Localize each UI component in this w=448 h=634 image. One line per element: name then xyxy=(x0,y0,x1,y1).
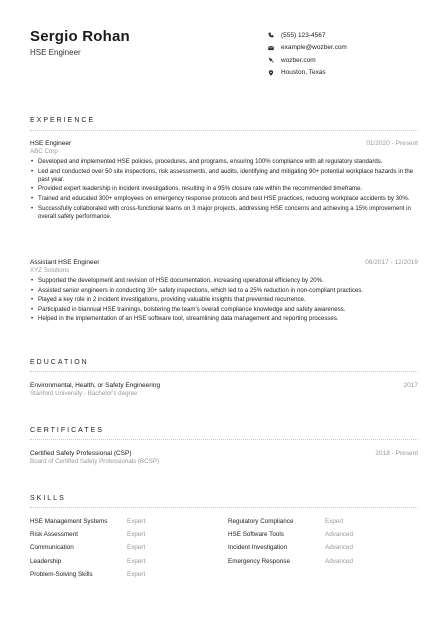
experience-company: ABC Corp xyxy=(30,148,58,155)
section-divider xyxy=(30,439,418,440)
phone-icon xyxy=(268,32,281,38)
certificate-name: Certified Safety Professional (CSP) xyxy=(30,450,132,457)
candidate-name: Sergio Rohan xyxy=(30,28,130,45)
skill-name: Communication xyxy=(30,544,74,552)
experience-bullets xyxy=(30,158,418,221)
section-title-education: EDUCATION xyxy=(30,359,89,366)
skill-level: Advanced xyxy=(325,531,354,539)
link-icon xyxy=(268,57,281,63)
contact-phone xyxy=(268,29,347,42)
section-divider xyxy=(30,507,418,508)
bullet-item: • Helped in the implementation of an HSE software tool, streamlining data management and reporting processes. xyxy=(30,315,418,323)
skill-level: Expert xyxy=(127,544,146,552)
certificate-dates: 2018 - Present xyxy=(375,450,418,457)
education-entry xyxy=(30,382,418,397)
bullet-item: • Developed and implemented HSE policies, procedures, and programs, ensuring 100% compliance with all regulatory standards. xyxy=(30,158,418,166)
email-icon xyxy=(268,45,281,51)
section-divider xyxy=(30,371,418,372)
website-text[interactable]: wozber.com xyxy=(281,56,316,64)
job-title: HSE Engineer xyxy=(30,48,81,57)
phone-text: (555) 123-4567 xyxy=(281,31,326,39)
education-school: Stanford University - Bachelor's degree xyxy=(30,390,138,397)
contact-email xyxy=(268,42,347,55)
section-divider xyxy=(30,130,418,131)
certificate-entry xyxy=(30,450,418,465)
experience-role: Assistant HSE Engineer xyxy=(30,259,100,266)
location-pin-icon xyxy=(268,70,281,76)
skill-name: Risk Assessment xyxy=(30,531,78,539)
skill-level: Expert xyxy=(127,557,146,565)
skill-name: Leadership xyxy=(30,557,62,565)
contact-list xyxy=(268,29,347,79)
skill-level: Advanced xyxy=(325,544,354,552)
skill-name: HSE Management Systems xyxy=(30,518,108,525)
certificate-issuer: Board of Certified Safety Professionals (BCSP) xyxy=(30,458,159,465)
skill-name: Regulatory Compliance xyxy=(228,518,294,525)
education-degree: Environmental, Health, or Safety Engineering xyxy=(30,382,161,389)
bullet-item: • Played a key role in 2 incident investigations, providing valuable insights that prevented recurrence. xyxy=(30,296,418,304)
education-year: 2017 xyxy=(403,382,418,389)
experience-bullets xyxy=(30,277,418,324)
section-title-experience: EXPERIENCE xyxy=(30,117,96,124)
contact-location xyxy=(268,67,347,80)
skill-level: Advanced xyxy=(325,557,354,565)
skill-name: Emergency Response xyxy=(228,557,290,565)
section-title-skills: SKILLS xyxy=(30,495,66,502)
bullet-item: • Provided expert leadership in incident investigations, resulting in a 95% closure rate within the recommended timeframe. xyxy=(30,185,418,193)
skill-name: Problem-Solving Skills xyxy=(30,570,93,578)
experience-company: XYZ Solutions xyxy=(30,267,70,274)
contact-website xyxy=(268,54,347,67)
skill-level: Expert xyxy=(127,531,146,539)
location-text: Houston, Texas xyxy=(281,69,326,77)
experience-entry xyxy=(30,259,418,325)
skill-level: Expert xyxy=(325,518,344,525)
bullet-item: • Participated in biannual HSE trainings, bolstering the team's overall compliance knowledge and safety awareness. xyxy=(30,306,418,314)
section-title-certificates: CERTIFICATES xyxy=(30,427,104,434)
email-text[interactable]: example@wozber.com xyxy=(281,44,347,52)
experience-dates: 01/2020 - Present xyxy=(366,140,418,147)
bullet-item: • Led and conducted over 50 site inspections, risk assessments, and audits, identifying and mitigating 90+ potential workplace hazards in the past year. xyxy=(30,168,418,184)
experience-role: HSE Engineer xyxy=(30,140,72,147)
skill-level: Expert xyxy=(127,518,146,525)
skill-level: Expert xyxy=(127,570,146,578)
bullet-item: • Assisted senior engineers in conducting 30+ safety inspections, which led to a 25% reduction in non-compliant practices. xyxy=(30,287,418,295)
bullet-item: • Trained and educated 300+ employees on emergency response protocols and best HSE practices, reducing workplace accidents by 30%. xyxy=(30,195,418,203)
experience-dates: 06/2017 - 12/2019 xyxy=(365,259,418,266)
skill-name: HSE Software Tools xyxy=(228,531,284,539)
experience-entry xyxy=(30,140,418,222)
bullet-item: • Successfully collaborated with cross-functional teams on 3 major projects, addressing HSE concerns and achieving a 15% improvement in overall safety performance. xyxy=(30,205,418,221)
bullet-item: • Supported the development and revision of HSE documentation, increasing operational efficiency by 20%. xyxy=(30,277,418,285)
skill-name: Incident Investigation xyxy=(228,544,288,552)
skills-grid xyxy=(30,517,418,583)
